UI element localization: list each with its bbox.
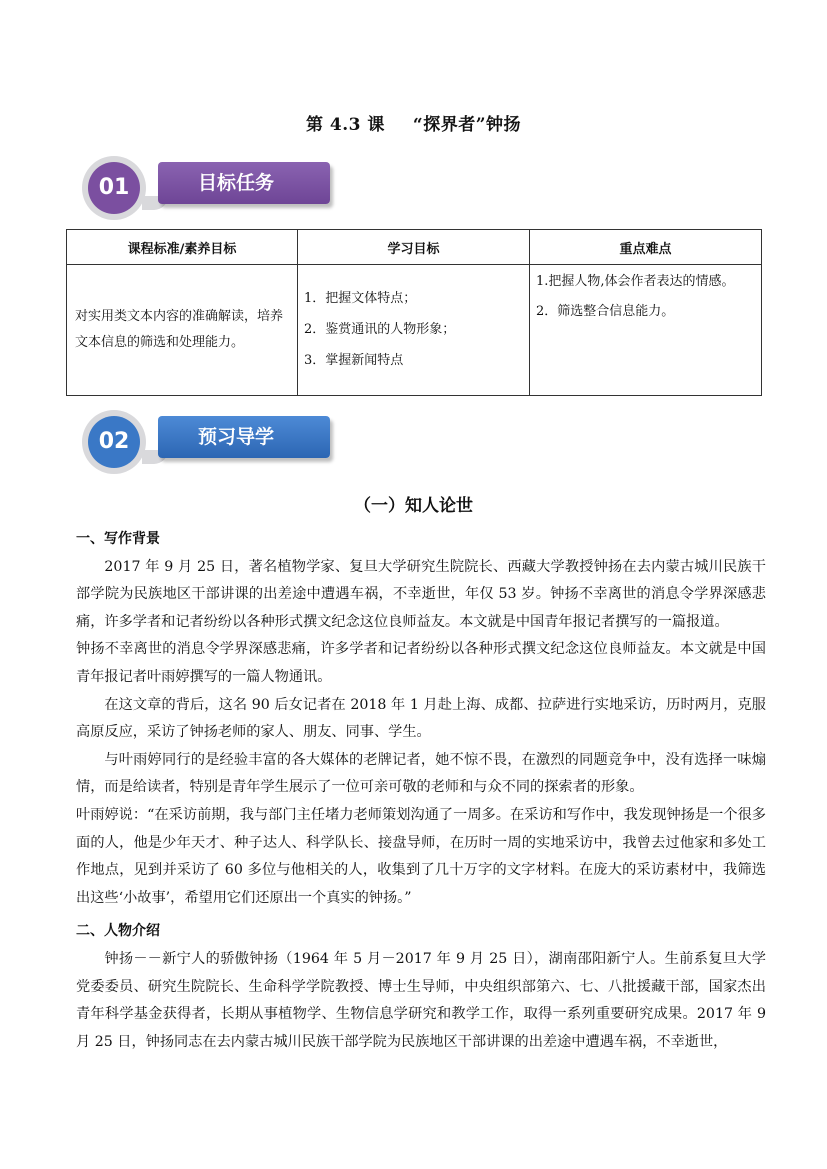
objective-item: 2．鉴赏通讯的人物形象； [304,322,456,337]
paragraph: 叶雨婷说：“在采访前期，我与部门主任堵力老师策划沟通了一周多。在采访和写作中，我发现钟扬是一个很多面的人，他是少年天才、种子达人、科学队长、接盘导师，在历时一周的实地采访中，我曾去过他家和多处工作地点，见到并采访了 60 多位与他相关的人，收集到了几十万字的文字材料。在庞大的采访素材中，我筛选出这些‘小故事’，希望用它们还原出一个真实的钟扬。” [76,806,766,906]
article-body [76,526,766,1056]
paragraph: 在这文章的背后，这名 90 后女记者在 2018 年 1 月赴上海、成都、拉萨进行实地采访，历时两月，克服高原反应，采访了钟扬老师的家人、朋友、同事、学生。 [76,696,766,741]
section-label: 预习导学 [158,416,330,458]
goals-table [66,229,762,396]
paragraph: 与叶雨婷同行的是经验丰富的各大媒体的老牌记者，她不惊不畏，在激烈的同题竞争中，没有选择一味煽情，而是给读者，特别是青年学生展示了一位可亲可敬的老师和与众不同的探索者的形象。 [76,751,766,796]
section-label: 目标任务 [158,162,330,204]
objective-item: 3．掌握新闻特点 [304,353,404,368]
table-row [67,265,762,396]
section-number: 01 [88,162,140,214]
section-number: 02 [88,416,140,468]
paragraph: 钟扬不幸离世的消息令学界深感悲痛，许多学者和记者纷纷以各种形式撰文纪念这位良师益友。本文就是中国青年报记者叶雨婷撰写的一篇人物通讯。 [76,641,766,685]
lesson-name: “探界者”钟扬 [412,115,521,135]
header-key-points: 重点难点 [530,230,762,265]
lesson-number: 第 4.3 课 [306,115,385,135]
header-standard: 课程标准/素养目标 [67,230,298,265]
header-objectives: 学习目标 [298,230,530,265]
objective-item: 1．把握文体特点； [304,291,417,306]
table-header-row [67,230,762,265]
key-point-item: 2．筛选整合信息能力。 [536,304,675,319]
subsection-heading: （一）知人论世 [354,496,473,516]
page-title [0,110,827,135]
heading-background: 一、写作背景 [76,531,160,547]
section-banner-preview [82,410,352,474]
paragraph: 钟扬－－新宁人的骄傲钟扬（1964 年 5 月－2017 年 9 月 25 日），湖南邵阳新宁人。生前系复旦大学党委委员、研究生院院长、生命科学学院教授、博士生导师，中央组织部第六、七、八批援藏干部，国家杰出青年科学基金获得者，长期从事植物学、生物信息学研究和教学工作，取得一系列重要研究成果。2017 年 9 月 25 日，钟扬同志在去内蒙古城川民族干部学院为民族地区干部讲课的出差途中遭遇车祸，不幸逝世， [76,950,766,1050]
section-banner-goals [82,156,352,220]
cell-objectives [298,265,530,396]
cell-standard: 对实用类文本内容的准确解读，培养文本信息的筛选和处理能力。 [67,265,298,396]
paragraph: 2017 年 9 月 25 日，著名植物学家、复旦大学研究生院院长、西藏大学教授钟扬在去内蒙古城川民族干部学院为民族地区干部讲课的出差途中遭遇车祸，不幸逝世，年仅 53 岁。钟扬不幸离世的消息令学界深感悲痛，许多学者和记者纷纷以各种形式撰文纪念这位良师益友。本文就是中国青年报记者撰写的一篇报道。 [76,558,766,630]
key-point-item: 1.把握人物,体会作者表达的情感。 [536,274,735,289]
heading-person-intro: 二、人物介绍 [76,923,160,940]
cell-key-points [530,265,762,396]
